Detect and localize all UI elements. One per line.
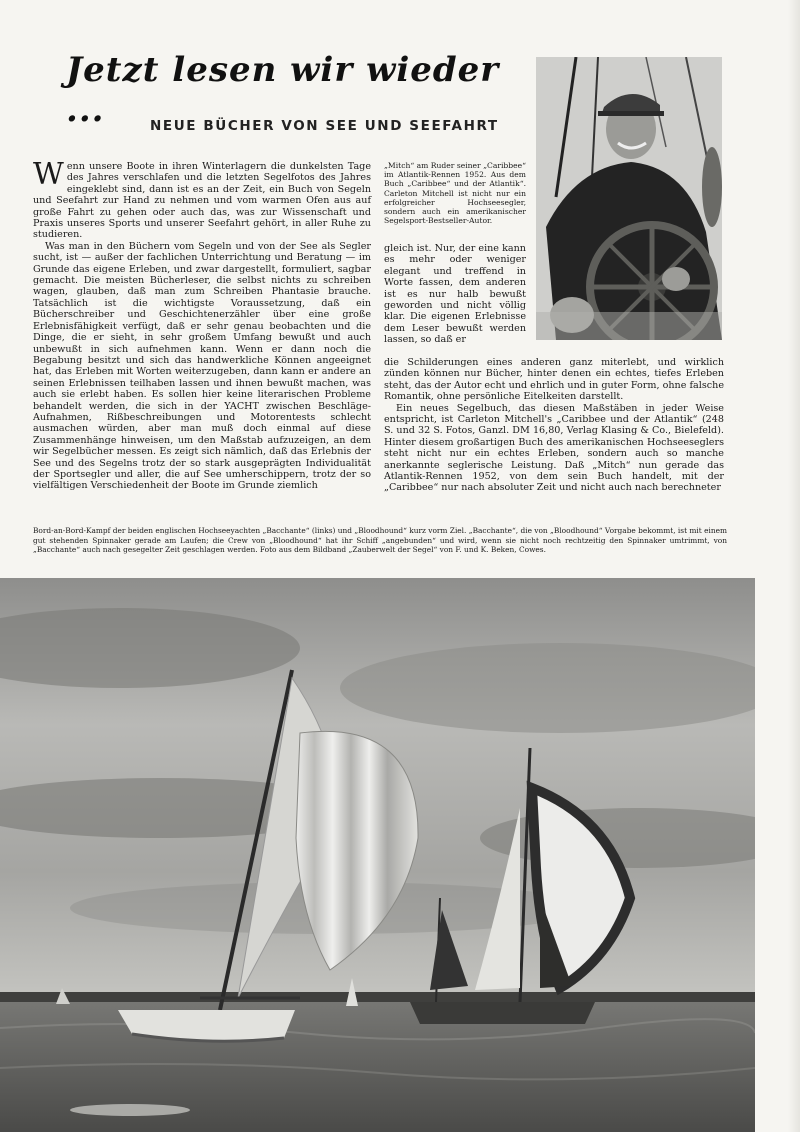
yacht-race-photo xyxy=(0,578,755,1132)
column-right-narrow xyxy=(384,243,526,346)
article-title: Jetzt lesen wir wieder ... xyxy=(66,50,500,130)
column-right-wide xyxy=(384,357,724,494)
page-edge xyxy=(788,0,800,1132)
top-photo-caption: „Mitch“ am Ruder seiner „Caribbee“ im Atlantik-Rennen 1952. Aus dem Buch „Caribbee“ und der Atlantik“. Carleton Mitchell ist nicht nur ein erfolgreicher Hochseesegler, sondern auch ein amerikanischer Segelsport-Bestseller-Autor. xyxy=(384,161,526,226)
paragraph-narrow: gleich ist. Nur, der eine kann es mehr oder weniger elegant und treffend in Worte fassen, dem anderen ist es nur halb bewußt geworden und nicht völlig klar. Die eigenen Erlebnisse dem Leser bewußt werden lassen, so daß er xyxy=(384,243,526,346)
paragraph-body: Was man in den Büchern vom Segeln und von der See als Segler sucht, ist — außer der fachlichen Unterrichtung und Beratung — im Grunde das eigene Erleben, und zwar dargestellt, formuliert, sagbar gemacht. Die meisten Bücherleser, die selbst nichts zu schreiben wagen, glauben, daß man zum Schreiben Phantasie brauche. Tatsächlich ist die wichtigste Voraussetzung, daß ein Bücherschreiber und Geschichtenerzähler über eine große Erlebnisfähigkeit verfügt, daß er sehr genau beobachten und die Dinge, die er sieht, in sehr großem Umfang bewußt und auch unbewußt in sich aufnehmen kann. Wenn er dann noch die Begabung besitzt und sich das handwerkliche Können angeeignet hat, das Erleben mit Worten weiterzugeben, dann kann er andere an seinen Erlebnissen teilhaben lassen und ihnen bewußt machen, was auch sie erlebt haben. Es sollen hier keine literarischen Probleme behandelt werden, die sich in der YACHT zwischen Beschläge-Aufnahmen, Rißbeschreibungen und Motorentests schlecht ausmachen würden, aber man muß doch einmal auf diese Zusammenhänge hinweisen, um den Maßstab aufzuzeigen, an dem wir Segelbücher messen. Es zeigt sich nämlich, daß das Erlebnis der See und des Segelns trotz der so stark ausgeprägten Individualität der Sportsegler und aller, die auf See umherschippern, trotz der so vielfältigen Verschiedenheit der Boote im Grunde ziemlich xyxy=(33,240,371,492)
main-photo-caption: Bord-an-Bord-Kampf der beiden englischen Hochseeyachten „Bacchante“ (links) und „Bloodhound“ kurz vorm Ziel. „Bacchante“, die von „Bloodhound“ Vorgabe bekommt, ist mit einem gut stehenden Spinnaker gerade am Laufen; die Crew von „Bloodhound“ hat ihr Schiff „angebunden“ und wird, wenn sie nicht noch rechtzeitig den Spinnaker umtrimmt, von „Bacchante“ auch nach gesegelter Zeit geschlagen werden. Foto aus dem Bildband „Zauberwelt der Segel“ von F. und K. Beken, Cowes. xyxy=(33,526,727,555)
paragraph-book-review: Ein neues Segelbuch, das diesen Maßstäben in jeder Weise entspricht, ist Carleton Mitchell's „Caribbee und der Atlantik“ (248 S. und 32 S. Fotos, Ganzl. DM 16,80, Verlag Klasing & Co., Bielefeld). Hinter diesem großartigen Buch des amerikanischen Hochseeseglers steht nicht nur ein echtes Erleben, sondern auch so manche anerkannte seglerische Leistung. Daß „Mitch“ nun gerade das Atlantik-Rennen 1952, von dem sein Buch handelt, mit der „Caribbee“ nur nach absoluter Zeit und nicht auch nach berechneter xyxy=(384,402,724,494)
article-subtitle: NEUE BÜCHER VON SEE UND SEEFAHRT xyxy=(150,118,499,134)
dropcap: W xyxy=(33,157,64,192)
paragraph-continued: die Schilderungen eines anderen ganz miterlebt, und wirklich zünden können nur Bücher, hinter denen ein echtes, tiefes Erleben steht, das der Autor echt und ehrlich und in guter Form, ohne falsche Romantik, ohne persönliche Eitelkeiten darstellt. xyxy=(384,357,724,403)
paragraph-intro: enn unsere Boote in ihren Winterlagern die dunkelsten Tage des Jahres verschlafen und die letzten Segelfotos des Jahres eingeklebt sind, dann ist es an der Zeit, ein Buch von Segeln und Seefahrt zur Hand zu nehmen und vom warmen Ofen aus auf große Fahrt zu gehen oder auch das, was zur Wissenschaft und Praxis unseres Sports und unserer Seefahrt gehört, in aller Ruhe zu studieren. xyxy=(33,161,371,241)
column-left xyxy=(33,157,371,492)
helmsman-photo xyxy=(536,57,722,340)
